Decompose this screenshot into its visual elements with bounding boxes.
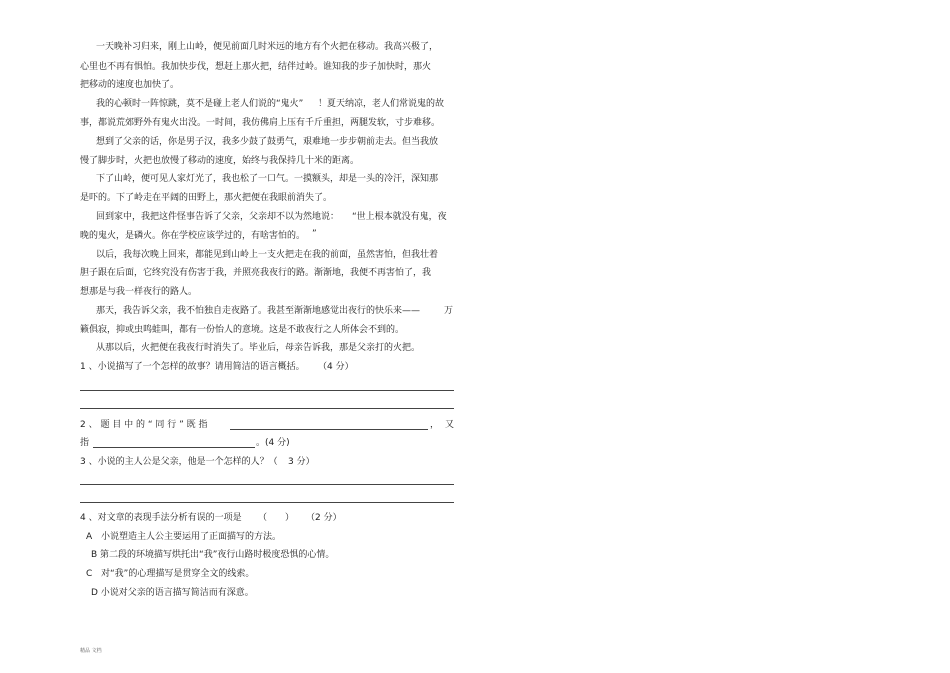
passage-line: 胆子跟在后面，它终究没有伤害于我，并照亮我夜行的路。渐渐地，我便不再害怕了，我 — [80, 268, 432, 278]
passage-line: 从那以后，火把便在我夜行时消失了。毕业后，母亲告诉我，那是父亲打的火把。 — [96, 343, 421, 353]
answer-line[interactable] — [80, 408, 454, 409]
passage-line: 下了山岭，便可见人家灯光了，我也松了一口气。一摸额头，却是一头的冷汗，深知那 — [96, 174, 439, 184]
option-c-letter: C — [86, 569, 93, 579]
question-4-paren: （ ） — [258, 513, 295, 523]
passage-line: 那天，我告诉父亲，我不怕独自走夜路了。我甚至渐渐地感觉出夜行的快乐来—— — [96, 306, 421, 316]
answer-line[interactable] — [80, 484, 454, 485]
question-2-line2: 指 — [80, 438, 90, 448]
passage-line: “世上根本就没有鬼，夜 — [352, 212, 447, 222]
question-4: 4 、对文章的表现手法分析有误的一项是 — [80, 513, 242, 523]
option-a-letter: A — [86, 532, 93, 542]
passage-line: 籁俱寂，抑或虫鸣蛙叫，都有一份怡人的意境。这是不敢夜行之人所体会不到的。 — [80, 325, 405, 335]
question-1: 1 、小说描写了一个怎样的故事？请用简洁的语言概括。 — [80, 362, 305, 372]
passage-line: 慢了脚步时，火把也放慢了移动的速度，始终与我保持几十米的距离。 — [80, 156, 360, 166]
question-3-score: 3 分） — [288, 457, 315, 467]
passage-line: 是吓的。下了岭走在平阔的田野上，那火把便在我眼前消失了。 — [80, 193, 333, 203]
question-1-score: （4 分） — [318, 362, 354, 372]
passage-line: 晚的鬼火，是磷火。你在学校应该学过的，有啥害怕的。 — [80, 231, 306, 241]
option-d-text: D 小说对父亲的语言描写简洁而有深意。 — [91, 588, 254, 598]
question-2-also: 又 — [445, 420, 455, 430]
passage-line: 事，都说荒郊野外有鬼火出没。一时间，我仿佛肩上压有千斤重担，两腿发软，寸步难移。 — [80, 118, 441, 128]
passage-line: 回到家中，我把这件怪事告诉了父亲，父亲却不以为然地说： — [96, 212, 340, 222]
answer-line[interactable] — [80, 390, 454, 391]
option-a-text: 小说塑造主人公主要运用了正面描写的方法。 — [101, 532, 282, 542]
question-2-end: 。(4 分) — [256, 438, 290, 448]
question-2-comma: ， — [430, 420, 440, 430]
passage-line: 我的心顿时一阵惊跳，莫不是碰上老人们说的“鬼火” — [96, 99, 304, 109]
answer-line[interactable] — [80, 502, 454, 503]
passage-line: 想到了父亲的话，你是男子汉，我多少鼓了鼓勇气，艰难地一步步朝前走去。但当我放 — [96, 137, 439, 147]
question-2: 2 、 题 目 中 的 “ 同 行 ” 既 指 — [80, 420, 208, 430]
passage-line: 以后，我每次晚上回来，都能见到山岭上一支火把走在我的前面，虽然害怕，但我壮着 — [96, 250, 439, 260]
answer-blank[interactable] — [230, 429, 428, 430]
passage-line: 一天晚补习归来，刚上山岭，便见前面几时米远的地方有个火把在移动。我高兴极了， — [96, 42, 439, 52]
answer-blank[interactable] — [93, 447, 255, 448]
passage-line: 万 — [444, 306, 454, 316]
passage-line: ” — [312, 229, 317, 239]
option-b-text: B 第二段的环境描写烘托出“我”夜行山路时极度恐惧的心情。 — [91, 550, 335, 560]
question-4-score: （2 分） — [306, 513, 342, 523]
option-c-text: 对“我”的心理描写是贯穿全文的线索。 — [101, 569, 255, 579]
passage-line: 心里也不再有惧怕。我加快步伐，想赶上那火把，结伴过岭。谁知我的步子加快时，那火 — [80, 62, 432, 72]
passage-line: ！夏天纳凉，老人们常说鬼的故 — [318, 99, 445, 109]
question-3: 3 、小说的主人公是父亲，他是一个怎样的人？（ — [80, 457, 278, 467]
passage-line: 想那是与我一样夜行的路人。 — [80, 287, 198, 297]
passage-line: 把移动的速度也加快了。 — [80, 80, 180, 90]
page-footer: 精品 文档 — [80, 648, 102, 654]
